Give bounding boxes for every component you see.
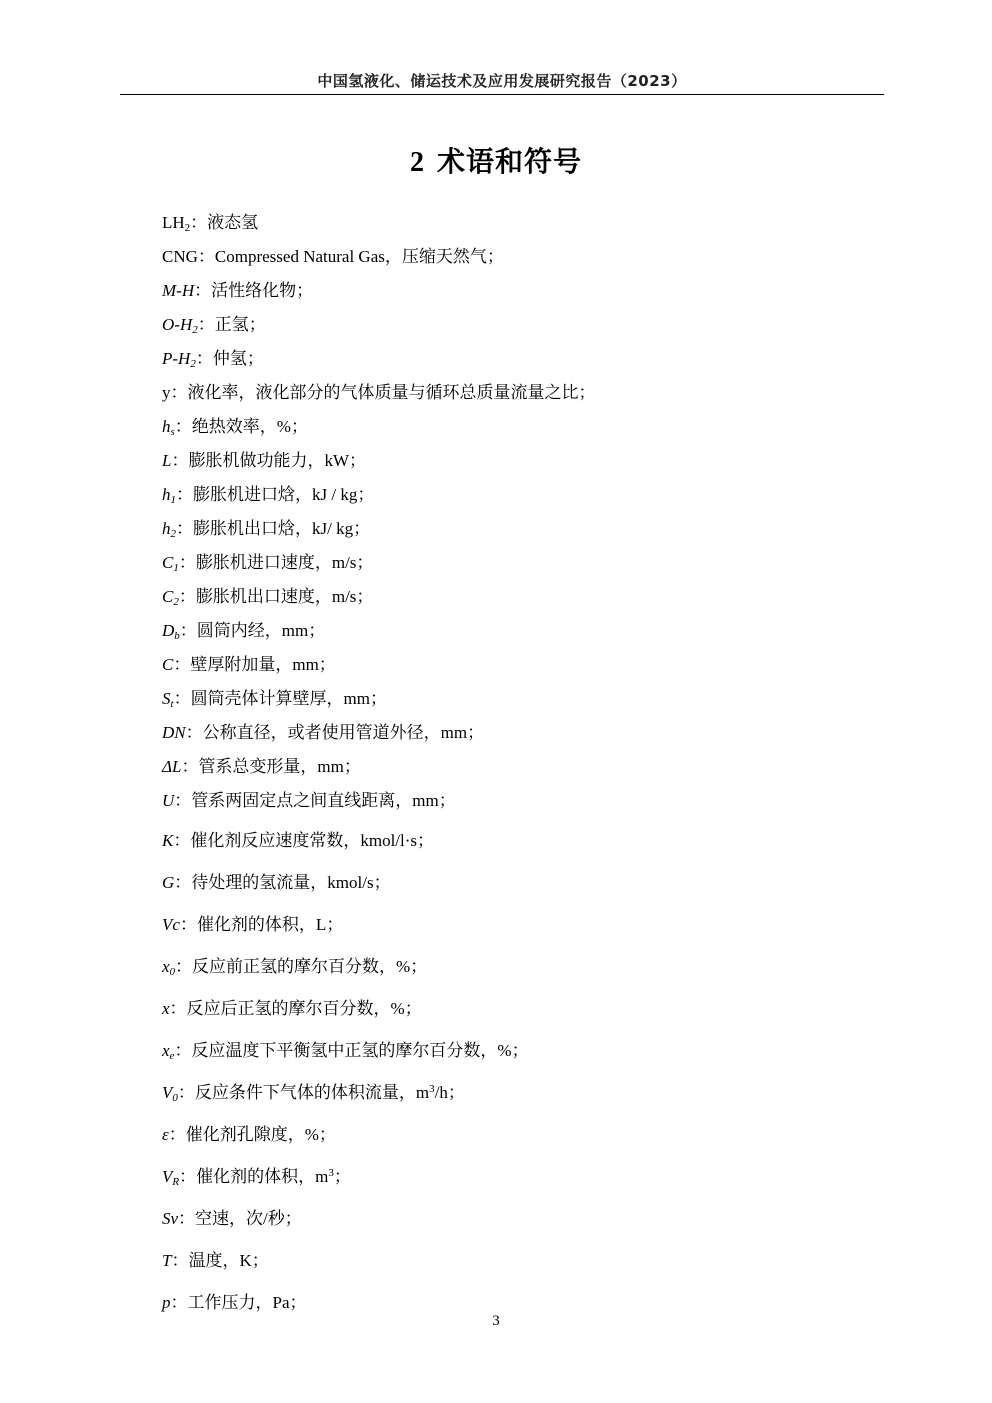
term-colon: ： <box>176 485 193 504</box>
term-colon: ： <box>174 417 192 436</box>
section-title-text: 术语和符号 <box>436 147 582 178</box>
term-definition-text: 膨胀机做功能力，kW； <box>188 451 367 470</box>
term-symbol-subscript: 2 <box>192 324 198 336</box>
term-row <box>162 212 258 234</box>
term-definition <box>198 757 360 776</box>
term-colon: ： <box>197 247 215 266</box>
term-colon: ： <box>175 957 193 976</box>
term-definition <box>197 915 343 934</box>
term-row <box>162 416 308 438</box>
term-row <box>162 654 336 676</box>
term-row <box>162 348 264 370</box>
term-symbol-subscript: b <box>174 630 180 642</box>
term-definition <box>188 451 366 470</box>
term-definition-text: 反应温度下平衡氢中正氢的摩尔百分数，%； <box>191 1041 529 1060</box>
term-symbol <box>162 791 174 810</box>
term-row <box>162 914 343 936</box>
term-symbol <box>162 1209 178 1228</box>
term-definition-text: 工作压力，Pa； <box>187 1293 307 1312</box>
term-symbol <box>162 1167 179 1186</box>
term-definition <box>190 831 434 850</box>
term-symbol-main: p <box>162 1293 171 1312</box>
term-symbol <box>162 873 174 892</box>
term-symbol-main: M-H <box>162 281 195 300</box>
term-row <box>162 830 434 852</box>
term-symbol <box>162 1125 169 1144</box>
term-row <box>162 756 361 778</box>
term-symbol-main: x <box>162 1041 170 1060</box>
term-row <box>162 872 391 894</box>
term-symbol <box>162 1041 174 1060</box>
term-colon: ： <box>171 451 189 470</box>
term-row <box>162 382 596 404</box>
term-symbol <box>162 957 175 976</box>
term-row <box>162 722 484 744</box>
term-definition <box>197 621 325 640</box>
term-symbol-subscript: s <box>170 426 175 438</box>
term-row <box>162 246 504 268</box>
term-symbol <box>162 757 181 776</box>
term-colon: ： <box>169 999 187 1018</box>
term-colon: ： <box>181 757 199 776</box>
term-symbol <box>162 247 198 266</box>
term-symbol <box>162 831 173 850</box>
term-symbol <box>162 383 171 402</box>
term-symbol-main: O-H <box>162 315 193 334</box>
term-definition-text: 膨胀机出口焓，kJ/ kg； <box>193 519 371 538</box>
term-symbol <box>162 281 194 300</box>
term-definition-text: 管系总变形量，mm； <box>198 757 361 776</box>
term-definition-superscript: 3 <box>328 1167 334 1179</box>
term-symbol <box>162 723 186 742</box>
term-definition-text: 膨胀机出口速度，m/s； <box>195 587 374 606</box>
term-symbol <box>162 1083 178 1102</box>
term-definition <box>191 873 390 892</box>
term-row <box>162 518 370 540</box>
term-definition <box>195 1083 465 1102</box>
page-number: 3 <box>492 1313 500 1329</box>
term-symbol-main: Sv <box>162 1209 179 1228</box>
term-definition <box>191 1041 528 1060</box>
term-symbol-main: h <box>162 519 171 538</box>
term-symbol-main: C <box>162 587 174 606</box>
term-definition-text: 膨胀机进口焓，kJ / kg； <box>193 485 375 504</box>
term-definition <box>191 791 455 810</box>
term-symbol-main: ε <box>162 1125 169 1144</box>
page-title <box>0 140 992 180</box>
term-definition <box>192 417 308 436</box>
term-definition-tail: ； <box>333 1167 351 1186</box>
term-definition <box>215 315 266 334</box>
term-colon: ： <box>179 621 197 640</box>
term-colon: ： <box>194 281 212 300</box>
term-row <box>162 484 374 506</box>
term-colon: ： <box>173 831 191 850</box>
term-row <box>162 586 373 608</box>
term-symbol-main: V <box>162 1083 173 1102</box>
term-definition-text: 催化剂的体积，L； <box>196 915 344 934</box>
term-definition <box>213 349 264 368</box>
term-definition-text: 催化剂的体积，m <box>196 1167 329 1186</box>
term-definition <box>188 1293 307 1312</box>
term-symbol-main: h <box>162 485 171 504</box>
term-symbol-main: T <box>162 1251 172 1270</box>
term-definition <box>211 281 313 300</box>
term-row <box>162 956 427 978</box>
running-header: 中国氢液化、储运技术及应用发展研究报告（2023） <box>317 72 687 90</box>
term-colon: ： <box>171 1251 189 1270</box>
term-colon: ： <box>174 791 192 810</box>
term-symbol-subscript: 2 <box>184 222 191 234</box>
term-definition <box>193 485 374 504</box>
term-definition <box>187 999 422 1018</box>
term-colon: ： <box>170 383 188 402</box>
term-symbol-main: x <box>162 957 170 976</box>
term-definition-text: 液化率，液化部分的气体质量与循环总质量流量之比； <box>187 383 596 402</box>
term-definition-tail: /h； <box>434 1083 465 1102</box>
term-symbol-subscript: 0 <box>172 1092 178 1104</box>
term-symbol-subscript: 2 <box>190 358 196 370</box>
term-symbol-main: P-H <box>162 349 191 368</box>
term-symbol <box>162 999 170 1018</box>
term-definition-text: 壁厚附加量，mm； <box>190 655 336 674</box>
term-definition-text: 催化剂反应速度常数，kmol/l·s； <box>190 831 435 850</box>
term-row <box>162 1208 302 1230</box>
term-row <box>162 1292 307 1314</box>
term-definition <box>190 655 335 674</box>
term-colon: ： <box>176 519 193 538</box>
term-colon: ： <box>170 1293 188 1312</box>
term-symbol-main: S <box>162 689 171 708</box>
term-symbol-main: U <box>162 791 175 810</box>
term-definition <box>188 1251 268 1270</box>
term-symbol-main: y <box>162 383 171 402</box>
term-symbol-subscript: 0 <box>169 966 176 978</box>
term-symbol-subscript: R <box>172 1176 180 1188</box>
header-rule <box>120 94 884 95</box>
term-definition <box>196 587 374 606</box>
term-definition <box>203 723 484 742</box>
term-symbol-main: K <box>162 831 174 850</box>
term-row <box>162 280 313 302</box>
term-colon: ： <box>174 1041 192 1060</box>
term-row <box>162 450 366 472</box>
term-definition <box>196 1167 351 1186</box>
term-definition-text: 温度，K； <box>188 1251 269 1270</box>
term-symbol-subscript: 2 <box>170 528 176 540</box>
term-symbol-main: CNG <box>162 247 198 266</box>
term-definition-text: 反应前正氢的摩尔百分数，%； <box>192 957 428 976</box>
term-colon: ： <box>179 1167 197 1186</box>
term-row <box>162 1166 351 1188</box>
term-definition-text: 圆筒内经，mm； <box>196 621 326 640</box>
term-symbol-main: DN <box>162 723 186 742</box>
term-definition-text: 反应后正氢的摩尔百分数，%； <box>186 999 422 1018</box>
term-symbol-main: LH <box>162 213 185 232</box>
term-definition <box>186 1125 336 1144</box>
term-definition <box>195 1209 302 1228</box>
term-symbol <box>162 349 196 368</box>
term-definition-text: 液态氢 <box>207 213 259 232</box>
term-definition-text: 催化剂孔隙度，%； <box>185 1125 336 1144</box>
term-symbol <box>162 213 190 232</box>
term-row <box>162 1040 529 1062</box>
term-colon: ： <box>185 723 203 742</box>
term-definition-text: Compressed Natural Gas，压缩天然气； <box>214 247 504 266</box>
term-symbol <box>162 655 173 674</box>
term-row <box>162 314 266 336</box>
term-definition-text: 活性络化物； <box>211 281 314 300</box>
term-definition-text: 仲氢； <box>212 349 264 368</box>
term-symbol-main: x <box>162 999 170 1018</box>
term-colon: ： <box>168 1125 186 1144</box>
term-colon: ： <box>178 1209 196 1228</box>
term-symbol-main: h <box>162 417 171 436</box>
term-row <box>162 620 325 642</box>
term-symbol <box>162 553 179 572</box>
term-row <box>162 552 373 574</box>
term-colon: ： <box>173 655 191 674</box>
term-symbol-subscript: t <box>170 698 174 710</box>
term-symbol <box>162 587 179 606</box>
term-symbol-subscript: 2 <box>173 596 179 608</box>
term-symbol <box>162 621 180 640</box>
term-symbol-main: ΔL <box>162 757 182 776</box>
term-symbol-subscript: 1 <box>170 494 176 506</box>
term-symbol <box>162 417 175 436</box>
term-definition <box>192 957 427 976</box>
term-definition-text: 膨胀机进口速度，m/s； <box>195 553 374 572</box>
term-symbol <box>162 689 174 708</box>
term-colon: ： <box>177 1083 195 1102</box>
term-definition-text: 管系两固定点之间直线距离，mm； <box>191 791 456 810</box>
term-symbol <box>162 1293 171 1312</box>
term-symbol <box>162 485 176 504</box>
term-symbol-main: C <box>162 553 174 572</box>
term-definition-text: 空速，次/秒； <box>195 1209 302 1228</box>
term-symbol <box>162 519 176 538</box>
term-definition-text: 反应条件下气体的体积流量，m <box>194 1083 430 1102</box>
term-definition <box>191 689 387 708</box>
term-symbol-main: Vc <box>162 915 180 934</box>
term-definition-text: 正氢； <box>214 315 266 334</box>
term-row <box>162 1124 336 1146</box>
term-symbol-main: D <box>162 621 175 640</box>
term-definition <box>193 519 370 538</box>
term-symbol <box>162 915 180 934</box>
term-symbol <box>162 315 198 334</box>
term-definition-superscript: 3 <box>429 1083 435 1095</box>
term-symbol-main: V <box>162 1167 173 1186</box>
term-row <box>162 1082 465 1104</box>
term-definition-text: 圆筒壳体计算壁厚，mm； <box>190 689 388 708</box>
term-row <box>162 998 422 1020</box>
term-symbol-main: L <box>162 451 172 470</box>
term-row <box>162 688 387 710</box>
term-colon: ： <box>195 349 213 368</box>
term-definition <box>215 247 504 266</box>
term-symbol-main: G <box>162 873 175 892</box>
term-symbol-subscript: 1 <box>173 562 179 574</box>
term-colon: ： <box>178 553 196 572</box>
term-row <box>162 1250 269 1272</box>
term-definition-text: 公称直径，或者使用管道外径，mm； <box>202 723 485 742</box>
term-colon: ： <box>174 873 192 892</box>
term-symbol-subscript: e <box>169 1050 175 1062</box>
term-colon: ： <box>173 689 191 708</box>
term-definition <box>207 213 258 232</box>
term-colon: ： <box>197 315 215 334</box>
term-colon: ： <box>178 587 196 606</box>
term-colon: ： <box>179 915 197 934</box>
term-definition <box>196 553 374 572</box>
term-definition-text: 待处理的氢流量，kmol/s； <box>191 873 391 892</box>
term-symbol-main: C <box>162 655 174 674</box>
term-colon: ： <box>190 213 208 232</box>
section-number: 2 <box>409 147 425 178</box>
term-definition <box>188 383 596 402</box>
term-definition-text: 绝热效率，%； <box>191 417 308 436</box>
term-row <box>162 790 456 812</box>
